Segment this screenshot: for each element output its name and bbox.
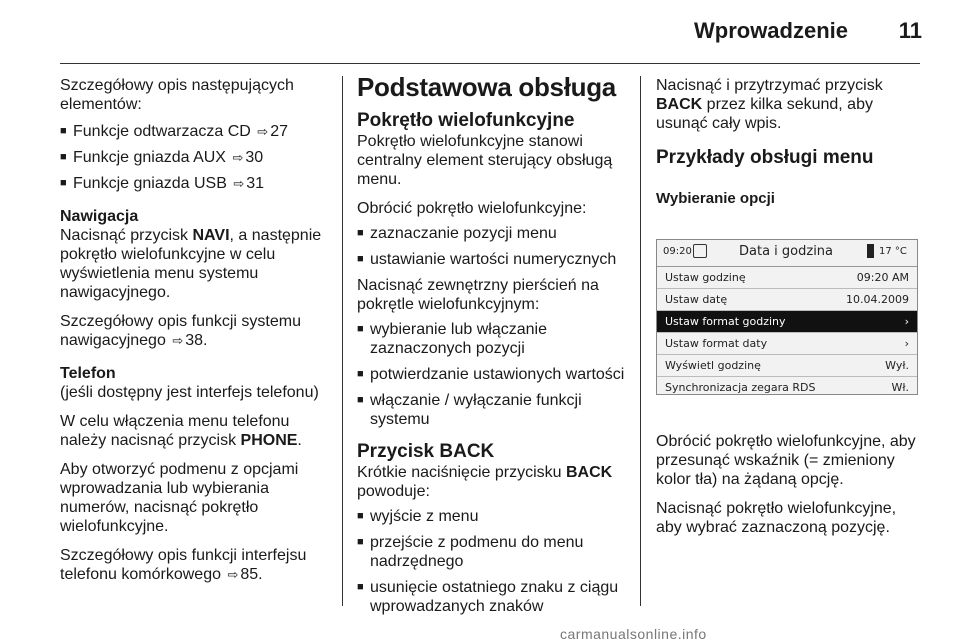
menu-row[interactable]: Ustaw datę 10.04.2009 (657, 289, 917, 311)
menu-row-selected[interactable]: Ustaw format godziny › (657, 311, 917, 333)
back-icon (693, 244, 707, 258)
tel-paragraph: W celu włączenia menu telefonu należy nacisnąć przycisk PHONE. (60, 413, 302, 449)
screen-topbar (657, 240, 917, 267)
bullet-icon: ■ (357, 368, 364, 380)
paragraph: Nacisnąć pokrętło wielofunkcyjne, aby wybrać zaznaczoną pozycję. (656, 500, 897, 536)
bullet-icon: ■ (357, 581, 364, 593)
column-1 (60, 76, 330, 594)
page-ref-icon: ⇨ (232, 150, 244, 165)
bullet-icon: ■ (357, 227, 364, 239)
nav-ref-paragraph: Szczegółowy opis funkcji systemu nawigacyjnego ⇨ 38. (60, 313, 301, 349)
tel-note: (jeśli dostępny jest interfejs telefonu) (60, 384, 319, 401)
tel-submenu-paragraph: Aby otworzyć podmenu z opcjami wprowadzania lub wybierania numerów, nacisnąć pokrętło wielofunkcyjne. (60, 461, 299, 535)
thermometer-icon (867, 244, 874, 258)
menu-row[interactable]: Ustaw godzinę 09:20 AM (657, 267, 917, 289)
nav-heading: Nawigacja (60, 208, 139, 225)
bullet-icon: ■ (60, 177, 67, 189)
screen-title: Data i godzina (739, 244, 834, 259)
nav-paragraph: Nacisnąć przycisk NAVI, a następnie pokrętło wielofunkcyjne w celu wyświetlenia menu systemu nawigacyjnego. (60, 227, 322, 301)
page-header (0, 0, 960, 60)
column-2 (357, 72, 629, 623)
column-divider (640, 76, 641, 606)
menu-row[interactable]: Synchronizacja zegara RDS Wł. (665, 381, 909, 394)
paragraph: Nacisnąć i przytrzymać przycisk BACK przez kilka sekund, aby usunąć cały wpis. (656, 77, 883, 132)
list-item: ■ Funkcje gniazda USB ⇨ 31 (60, 175, 265, 192)
subsection-heading: Przykłady obsługi menu (656, 147, 874, 168)
bullet-icon: ■ (357, 394, 364, 406)
page-title: Wprowadzenie (693, 18, 848, 43)
bullet-icon: ■ (357, 536, 364, 548)
list-item: ■ Funkcje odtwarzacza CD ⇨ 27 (60, 123, 288, 140)
page-ref-icon: ⇨ (227, 567, 239, 582)
list-item: ■ wybieranie lub włączanie zaznaczonych pozycji (357, 321, 547, 357)
section-heading: Podstawowa obsługa (357, 72, 616, 102)
list-item: ■ potwierdzanie ustawionych wartości (357, 366, 625, 383)
bullet-icon: ■ (60, 151, 67, 163)
list-item: ■ włączanie / wyłączanie funkcji systemu (357, 392, 582, 428)
screen-time: 09:20 (663, 246, 692, 257)
bullet-icon: ■ (357, 510, 364, 522)
paragraph: Nacisnąć zewnętrzny pierścień na pokrętle wielofunkcyjnym: (357, 277, 599, 313)
page-ref-icon: ⇨ (257, 124, 269, 139)
paragraph: Obrócić pokrętło wielofunkcyjne, aby przesunąć wskaźnik (= zmieniony kolor tła) na żądaną opcję. (656, 433, 916, 488)
tel-heading: Telefon (60, 365, 116, 382)
list-item: ■ Funkcje gniazda AUX ⇨ 30 (60, 149, 264, 166)
page-ref-icon: ⇨ (172, 333, 184, 348)
minor-heading: Wybieranie opcji (656, 190, 775, 207)
list-item: ■ przejście z podmenu do menu nadrzędnego (357, 534, 584, 570)
subsection-heading: Pokrętło wielofunkcyjne (357, 110, 575, 131)
column-3-lower (656, 432, 926, 547)
page-number: 11 (898, 18, 922, 43)
column-divider (342, 76, 343, 606)
tel-ref-paragraph: Szczegółowy opis funkcji interfejsu telefonu komórkowego ⇨ 85. (60, 547, 307, 583)
intro-text: Szczegółowy opis następujących elementów: (60, 77, 294, 113)
menu-row[interactable]: Wyświetl godzinę Wył. (657, 355, 917, 377)
list-item: ■ wyjście z menu (357, 508, 479, 525)
paragraph: Pokrętło wielofunkcyjne stanowi centralny element sterujący obsługą menu. (357, 133, 613, 188)
bullet-icon: ■ (60, 125, 67, 137)
paragraph: Krótkie naciśnięcie przycisku BACK powoduje: (357, 464, 613, 500)
screen-temperature: 17 °C (879, 246, 907, 257)
list-item: ■ ustawianie wartości numerycznych (357, 251, 617, 268)
bullet-icon: ■ (357, 323, 364, 335)
bullet-icon: ■ (357, 253, 364, 265)
watermark: carmanualsonline.info (560, 626, 707, 642)
paragraph: Obrócić pokrętło wielofunkcyjne: (357, 200, 587, 217)
header-rule (60, 63, 920, 64)
list-item: ■ usunięcie ostatniego znaku z ciągu wprowadzanych znaków (357, 579, 619, 615)
list-item: ■ zaznaczanie pozycji menu (357, 225, 557, 242)
subsection-heading: Przycisk BACK (357, 441, 495, 462)
column-3 (656, 76, 926, 208)
page-ref-icon: ⇨ (233, 176, 245, 191)
menu-row[interactable]: Ustaw format daty › (657, 333, 917, 355)
display-screenshot (656, 239, 918, 395)
